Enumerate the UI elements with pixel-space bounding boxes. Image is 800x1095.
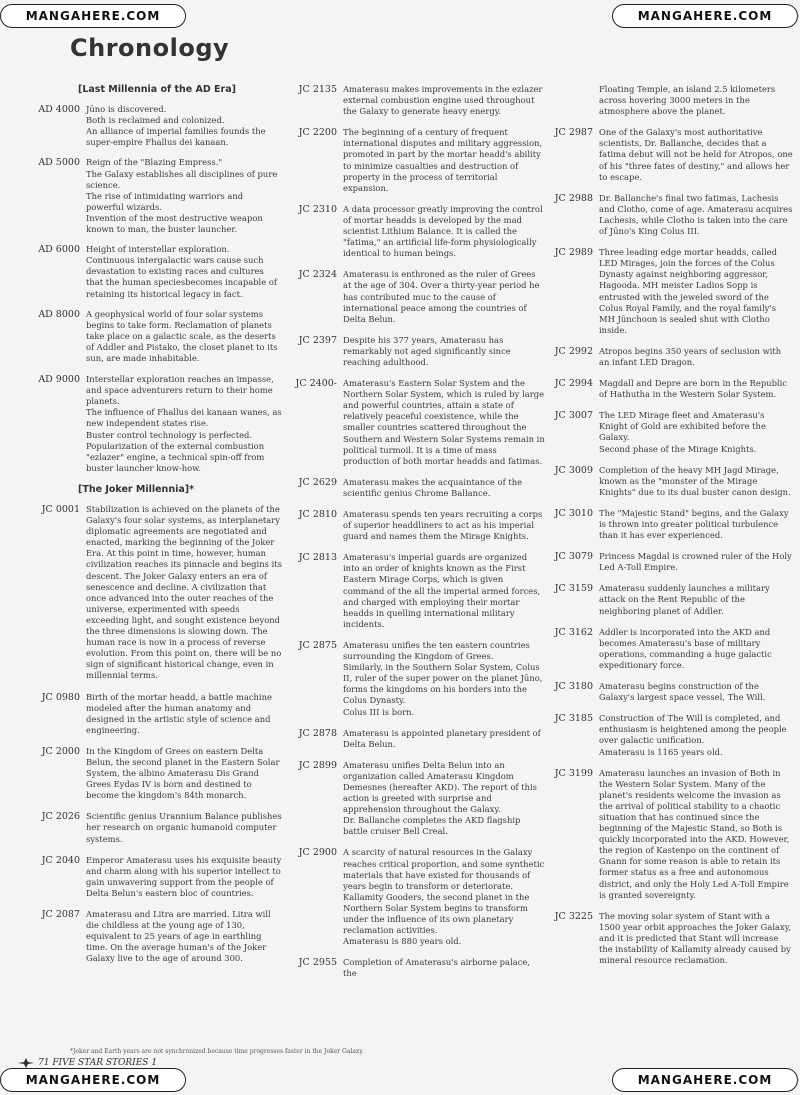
- timeline-entry: [287, 640, 545, 718]
- timeline-entry: [543, 508, 793, 541]
- entry-text: A geophysical world of four solar systems begins to take form. Reclamation of planets take place on a galactic scale, as the deserts of Addler and Pistako, the closet planet to its sun, are made inhabitable.: [86, 308, 278, 363]
- column-2: [287, 84, 545, 979]
- entry-text: Atropos begins 350 years of seclusion with an infant LED Dragon.: [599, 345, 782, 367]
- footnote: *Joker and Earth years are not synchronized because time progresses faster in the Joker Galaxy.: [70, 1048, 364, 1055]
- entry-text: Reign of the "Blazing Empress." The Galaxy establishes all disciplines of pure science. The rise of intimidating warriors and powerful wizards. Invention of the most destructive weapon known to man, the buster launcher.: [86, 157, 278, 235]
- entry-year: JC 2987: [554, 127, 593, 139]
- entry-year: JC 2878: [298, 727, 337, 739]
- entry-text: Amaterasu begins construction of the Galaxy's largest space vessel, The Will.: [599, 681, 766, 703]
- entry-year: JC 2988: [554, 192, 593, 204]
- timeline-entry: [543, 681, 793, 703]
- timeline-entry: [30, 746, 282, 801]
- column-3-entries: [543, 127, 793, 966]
- star-icon: [18, 1058, 34, 1068]
- entry-year: JC 3010: [554, 507, 593, 519]
- entry-text: Amaterasu makes the acquaintance of the scientific genius Chrome Ballance.: [343, 476, 523, 498]
- entry-text: A scarcity of natural resources in the Galaxy reaches critical proportion, and some synthetic materials that have existed for thousands of years begin to transform or deteriorate. Kallamity Gooders, the second planet in the Northern Solar System begins to transform under the influence of its own planetary reclamation activities. Amaterasu is 880 years old.: [343, 847, 545, 947]
- timeline-entry: [287, 552, 545, 630]
- entry-text: Despite his 377 years, Amaterasu has remarkably not aged significantly since reaching adulthood.: [343, 334, 511, 367]
- entry-text: Amaterasu suddenly launches a military attack on the Rent Republic of the neighboring planet of Addler.: [599, 583, 770, 616]
- entry-year: JC 3199: [554, 767, 593, 779]
- entry-year: JC 3159: [554, 583, 593, 595]
- timeline-entry: [287, 378, 545, 467]
- timeline-entry: [543, 247, 793, 336]
- timeline-entry: [543, 346, 793, 368]
- timeline-entry: [30, 692, 282, 736]
- entry-text: Amaterasu unifies the ten eastern countries surrounding the Kingdom of Grees. Similarly, in the Southern Solar System, Colus II, ruler of the super power on the planet Jūno, forms the kingdoms on his borders into the Colus Dynasty. Colus III is born.: [343, 639, 543, 717]
- entry-year: JC 2000: [41, 745, 80, 757]
- timeline-entry: [543, 768, 793, 901]
- timeline-entry: [30, 157, 282, 235]
- entry-text: Amaterasu spends ten years recruiting a corps of superior headdliners to act as his imperial guard and names them the Mirage Knights.: [343, 509, 543, 542]
- timeline-entry: [30, 374, 282, 474]
- entry-text: Stabilization is achieved on the planets of the Galaxy's four solar systems, as interplanetary diplomatic agreements are negotiated and enacted, marking the beginning of the Joker Era. At this point in time, however, human civilization reaches its pinnacle and begins its descent. The Joker Galaxy enters an era of senescence and decline. A civilization that once advanced into the outer reaches of the universe, experimented with speeds exceeding light, and sought existence beyond the three dimensions is slowing down. The human race is now in a process of reverse evolution. From this point on, there will be no sign of significant historical change, even in millennial terms.: [86, 504, 282, 681]
- entry-year: AD 5000: [38, 157, 80, 169]
- entry-year: JC 3225: [554, 910, 593, 922]
- entry-text: Amaterasu makes improvements in the ezlazer external combustion engine used throughout the Galaxy to generate heavy energy.: [343, 84, 543, 117]
- entry-year: JC 2899: [298, 759, 337, 771]
- entry-year: JC 2040: [41, 854, 80, 866]
- timeline-entry: [30, 104, 282, 148]
- timeline-entry: [287, 477, 545, 499]
- timeline-entry: [30, 811, 282, 844]
- section-heading-joker-millennia: [The Joker Millennia]*: [78, 483, 195, 495]
- entry-year: [543, 84, 599, 117]
- watermark-bottom-right: MANGAHERE.COM: [612, 1068, 798, 1092]
- entry-text: The beginning of a century of frequent international disputes and military aggression, promoted in part by the mortar headd's ability to minimize casualties and destruction of property in the process of territorial expansion.: [343, 127, 543, 193]
- timeline-entry: [30, 244, 282, 299]
- entry-text: The LED Mirage fleet and Amaterasu's Knight of Gold are exhibited before the Galaxy. Second phase of the Mirage Knights.: [599, 410, 766, 454]
- timeline-entry: [287, 847, 545, 947]
- page-label: 71 FIVE STAR STORIES 1: [38, 1058, 158, 1068]
- entry-year: AD 6000: [38, 244, 80, 256]
- entry-year: JC 2813: [298, 552, 337, 564]
- entry-year: JC 2135: [298, 84, 337, 95]
- entry-text: Interstellar exploration reaches an impasse, and space adventurers return to their home planets. The influence of Fhallus dei kanaan wanes, as new independent states rise. Buster control technology is perfected. Popularization of the external combustion "ezlazer" engine, a technical spin-off from buster launcher know-how.: [86, 374, 282, 473]
- entry-text: Height of interstellar exploration. Continuous intergalactic wars cause such devastation to existing races and cultures that the human speciesbecomes incapable of retaining its historical legacy in fact.: [86, 244, 277, 299]
- entry-text: Construction of The Will is completed, and enthusiasm is heightened among the people over galactic unification. Amaterasu is 1165 years old.: [599, 713, 787, 757]
- column-2-entries: [287, 84, 545, 979]
- page-title: Chronology: [70, 34, 230, 62]
- watermark-top-right: MANGAHERE.COM: [612, 4, 798, 28]
- entry-year: JC 2026: [41, 811, 80, 823]
- entry-text: Amaterasu is enthroned as the ruler of Grees at the age of 304. Over a thirty-year period he has contributed muc to the cause of international peace among the countries of Delta Belun.: [343, 269, 540, 324]
- entry-year: JC 2310: [298, 203, 337, 215]
- continued-entry: [543, 84, 793, 117]
- timeline-entry: [543, 465, 793, 498]
- timeline-entry: [543, 713, 793, 757]
- watermark-bottom-left: MANGAHERE.COM: [0, 1068, 186, 1092]
- ad-era-entries: [30, 104, 282, 474]
- joker-entries: [30, 504, 282, 964]
- timeline-entry: [543, 378, 793, 400]
- entry-text: Magdall and Depre are born in the Republic of Hathutha in the Western Solar System.: [599, 378, 787, 400]
- entry-year: JC 2629: [298, 476, 337, 488]
- entry-year: JC 3079: [554, 551, 593, 563]
- entry-year: JC 3180: [554, 681, 593, 693]
- entry-year: JC 3185: [554, 713, 593, 725]
- entry-text: Completion of the heavy MH Jagd Mirage, known as the "monster of the Mirage Knights" due to its dual buster canon design.: [599, 464, 791, 497]
- entry-year: JC 2992: [554, 345, 593, 357]
- entry-text: The moving solar system of Stant with a 1500 year orbit approaches the Joker Galaxy, and it is predicted that Stant will increase the instability of Kallamity already caused by mineral resource reclamation.: [599, 910, 792, 966]
- timeline-entry: [30, 309, 282, 364]
- entry-year: JC 2955: [298, 957, 337, 969]
- timeline-entry: [543, 127, 793, 182]
- timeline-entry: [30, 909, 282, 964]
- page-number: [18, 1058, 157, 1068]
- entry-text: Amaterasu unifies Delta Belun into an organization called Amaterasu Kingdom Demesnes (hereafter AKD). The report of this action is greeted with surprise and apprehension throughout the Galaxy. Dr. Ballanche completes the AKD flagship battle cruiser Bell Creal.: [343, 759, 537, 837]
- timeline-entry: [287, 127, 545, 194]
- entry-text: Amaterasu's Eastern Solar System and the Northern Solar System, which is ruled by large and powerful countries, attain a state of relatively peaceful coexistence, while the smaller countries scattered throughout the Southern and Western Solar Systems remain in political turmoil. It is a time of mass production of both mortar headds and fatimas.: [343, 378, 545, 466]
- entry-year: JC 3007: [554, 410, 593, 422]
- timeline-entry: [287, 728, 545, 750]
- timeline-entry: [543, 193, 793, 237]
- entry-text: Amaterasu launches an invasion of Both in the Western Solar System. Many of the planet's residents welcome the invasion as the arrival of political stability to a chaotic situation that has continued since the beginning of the Majestic Stand, so Both is quickly incorporated into the AKD. However, the region of Kastenpo on the continent of Gnann for some reason is able to retain its former status as a free and autonomous district, and only the Holy Led A-Toll Empire is granted sovereignty.: [599, 767, 790, 900]
- timeline-entry: [543, 911, 793, 966]
- entry-text: Amaterasu is appointed planetary president of Delta Belun.: [343, 727, 541, 749]
- entry-year: JC 2810: [298, 509, 337, 520]
- entry-year: JC 2087: [41, 909, 80, 920]
- entry-year: AD 4000: [38, 104, 80, 116]
- entry-year: JC 2400-: [295, 378, 337, 390]
- timeline-entry: [287, 509, 545, 542]
- timeline-entry: [287, 760, 545, 838]
- timeline-entry: [543, 410, 793, 454]
- entry-text: In the Kingdom of Grees on eastern Delta Belun, the second planet in the Eastern Solar System, the albino Amaterasu Dis Grand Grees Eydas IV is born and destined to become the kingdom's 84th monarch.: [86, 745, 280, 801]
- entry-text: Amaterasu and Litra are married. Litra will die childless at the young age of 130, equivalent to 25 years of age in earthling time. On the average human's of the Joker Galaxy live to the age of around 300.: [86, 909, 271, 964]
- timeline-entry: [30, 504, 282, 682]
- entry-text: Floating Temple, an island 2.5 kilometers across hovering 3000 meters in the atmosphere above the planet.: [599, 84, 776, 117]
- timeline-entry: [287, 335, 545, 368]
- entry-year: JC 2900: [298, 847, 337, 859]
- entry-text: Emperor Amaterasu uses his exquisite beauty and charm along with his superior intellect to gain unwavering support from the people of Delta Belun's eastern bloc of countries.: [86, 854, 282, 898]
- timeline-entry: [287, 204, 545, 259]
- entry-text: Scientific genius Urannium Balance publishes her research on organic humanoid computer systems.: [86, 811, 282, 844]
- entry-text: Completion of Amaterasu's airborne palace, the: [343, 957, 531, 979]
- timeline-entry: [543, 551, 793, 573]
- entry-text: Amaterasu's imperial guards are organized into an order of knights known as the First Eastern Mirage Corps, which is given command of the all the imperial armed forces, and charged with employing their mortar headds in quelling international military incidents.: [343, 552, 541, 629]
- entry-year: JC 2994: [554, 378, 593, 390]
- section-heading-ad-era: [Last Millennia of the AD Era]: [78, 84, 236, 95]
- entry-text: A data processor greatly improving the control of mortar headds is developed by the mad scientist Lithium Balance. It is called the "fatima," an artificial life-form physiologically identical to human beings.: [343, 203, 543, 259]
- entry-year: JC 3162: [554, 626, 593, 638]
- entry-text: Jūno is discovered. Both is reclaimed and colonized. An alliance of imperial families founds the super-empire Fhallus dei kanaan.: [86, 104, 266, 148]
- entry-text: The "Majestic Stand" begins, and the Galaxy is thrown into greater political turbulence than it has ever experienced.: [599, 507, 789, 541]
- entry-text: Addler is incorporated into the AKD and becomes Amaterasu's base of military operations, commanding a huge galactic expeditionary force.: [599, 626, 772, 670]
- entry-text: Dr. Ballanche's final two fatimas, Lachesis and Clotho, come of age. Amaterasu acquires Lachesis, while Clotho is taken into the care of Jūno's King Colus III.: [599, 192, 793, 237]
- entry-text: Three leading edge mortar headds, called LED Mirages, join the forces of the Colus Dynasty against neighboring aggressor, Hagooda. MH meister Ladios Sopp is entrusted with the jeweled sword of the Colus Royal Family, and the royal family's MH Jūnchoon is sealed shut with Clotho inside.: [599, 247, 777, 335]
- entry-year: JC 2397: [298, 334, 337, 346]
- entry-year: JC 2200: [298, 127, 337, 139]
- timeline-entry: [543, 583, 793, 616]
- timeline-entry: [30, 855, 282, 899]
- entry-text: Birth of the mortar headd, a battle machine modeled after the human anatomy and designed in the artistic style of science and engineering.: [86, 691, 272, 735]
- timeline-entry: [287, 957, 545, 979]
- timeline-entry: [287, 84, 545, 117]
- entry-year: JC 0001: [41, 504, 80, 515]
- entry-year: JC 3009: [554, 464, 593, 476]
- entry-year: JC 2875: [298, 639, 337, 651]
- timeline-entry: [287, 269, 545, 324]
- entry-year: AD 8000: [38, 308, 80, 320]
- timeline-entry: [543, 627, 793, 671]
- entry-year: JC 2324: [298, 269, 337, 281]
- entry-year: AD 9000: [38, 374, 80, 386]
- column-3: [543, 84, 793, 966]
- entry-text: One of the Galaxy's most authoritative scientists, Dr. Ballanche, decides that a fatima debut will not be held for Atropos, one of his "three fates of destiny," and allows her to escape.: [599, 127, 793, 182]
- entry-text: Princess Magdal is crowned ruler of the Holy Led A-Toll Empire.: [599, 551, 792, 573]
- entry-year: JC 0980: [41, 691, 80, 703]
- column-1: [30, 84, 282, 964]
- entry-year: JC 2989: [554, 247, 593, 259]
- watermark-top-left: MANGAHERE.COM: [0, 4, 186, 28]
